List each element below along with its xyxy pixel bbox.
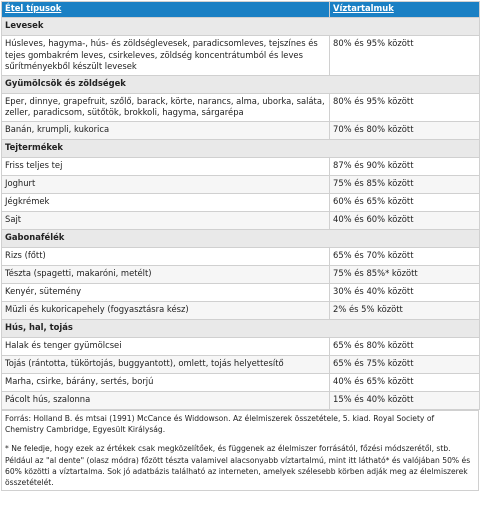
food-type-cell: Sajt (2, 211, 330, 229)
water-content-cell: 40% és 65% között (330, 373, 480, 391)
table-row (2, 93, 480, 121)
water-content-cell: 70% és 80% között (330, 121, 480, 139)
water-content-table-container (1, 1, 479, 491)
water-content-cell: 80% és 95% között (330, 36, 480, 76)
table-row (2, 283, 480, 301)
table-row (2, 301, 480, 319)
table-row (2, 373, 480, 391)
food-type-cell: Friss teljes tej (2, 157, 330, 175)
table-row (2, 355, 480, 373)
section-title: Levesek (2, 18, 480, 36)
food-type-cell: Marha, csirke, bárány, sertés, borjú (2, 373, 330, 391)
section-header-row (2, 75, 480, 93)
water-content-cell: 40% és 60% között (330, 211, 480, 229)
water-content-table (1, 1, 480, 410)
food-type-cell: Tojás (rántotta, tükörtojás, buggyantott), omlett, tojás helyettesítő (2, 355, 330, 373)
header-food-type[interactable]: Étel típusok (2, 2, 330, 18)
footnote: * Ne feledje, hogy ezek az értékek csak megközelítőek, és függenek az élelmiszer forrásától, főzési módszerétől, stb. Például az "al dente" (olasz módra) főzött tészta valamivel alacsonyabb víztartalmú, mint itt látható* és valójában 50% és 60% közötti a víztartalma. Sok jó adatbázis található az interneten, amelyek szélesebb körben adják meg az élelmiszerek összetételét. (5, 444, 471, 487)
food-type-cell: Eper, dinnye, grapefruit, szőlő, barack, körte, narancs, alma, uborka, saláta, zeller, paradicsom, sütőtök, brokkoli, hagyma, sárgarépa (2, 93, 330, 121)
table-row (2, 193, 480, 211)
food-type-cell: Joghurt (2, 175, 330, 193)
section-header-row (2, 319, 480, 337)
water-content-cell: 80% és 95% között (330, 93, 480, 121)
food-type-cell: Halak és tenger gyümölcsei (2, 337, 330, 355)
water-content-cell: 2% és 5% között (330, 301, 480, 319)
water-content-cell: 15% és 40% között (330, 391, 480, 409)
water-content-cell: 75% és 85%* között (330, 265, 480, 283)
section-title: Gyümölcsök és zöldségek (2, 75, 480, 93)
table-row (2, 157, 480, 175)
food-type-cell: Jégkrémek (2, 193, 330, 211)
water-content-cell: 65% és 70% között (330, 247, 480, 265)
food-type-cell: Banán, krumpli, kukorica (2, 121, 330, 139)
water-content-cell: 75% és 85% között (330, 175, 480, 193)
food-type-cell: Müzli és kukoricapehely (fogyasztásra kész) (2, 301, 330, 319)
table-row (2, 121, 480, 139)
section-header-row (2, 18, 480, 36)
water-content-cell: 65% és 75% között (330, 355, 480, 373)
section-header-row (2, 139, 480, 157)
table-row (2, 337, 480, 355)
table-header-row (2, 2, 480, 18)
water-content-cell: 30% és 40% között (330, 283, 480, 301)
food-type-cell: Tészta (spagetti, makaróni, metélt) (2, 265, 330, 283)
table-row (2, 247, 480, 265)
table-footer (1, 410, 479, 491)
source-citation: Forrás: Holland B. és mtsai (1991) McCance és Widdowson. Az élelmiszerek összetétele, 5. kiad. Royal Society of Chemistry Cambridge, Egyesült Királyság. (5, 413, 435, 435)
table-row (2, 36, 480, 76)
header-water-content[interactable]: Víztartalmuk (330, 2, 480, 18)
food-type-cell: Kenyér, sütemény (2, 283, 330, 301)
section-title: Tejtermékek (2, 139, 480, 157)
water-content-cell: 65% és 80% között (330, 337, 480, 355)
section-header-row (2, 229, 480, 247)
water-content-cell: 87% és 90% között (330, 157, 480, 175)
section-title: Hús, hal, tojás (2, 319, 480, 337)
water-content-cell: 60% és 65% között (330, 193, 480, 211)
food-type-cell: Rizs (főtt) (2, 247, 330, 265)
table-row (2, 211, 480, 229)
table-body (2, 18, 480, 410)
table-row (2, 265, 480, 283)
section-title: Gabonafélék (2, 229, 480, 247)
food-type-cell: Pácolt hús, szalonna (2, 391, 330, 409)
table-row (2, 391, 480, 409)
table-row (2, 175, 480, 193)
food-type-cell: Húsleves, hagyma-, hús- és zöldséglevesek, paradicsomleves, tejszínes és tejes gombakrém leves, csirkeleves, zöldség koncentrátumból és leves sűrítményekből készült levesek (2, 36, 330, 76)
